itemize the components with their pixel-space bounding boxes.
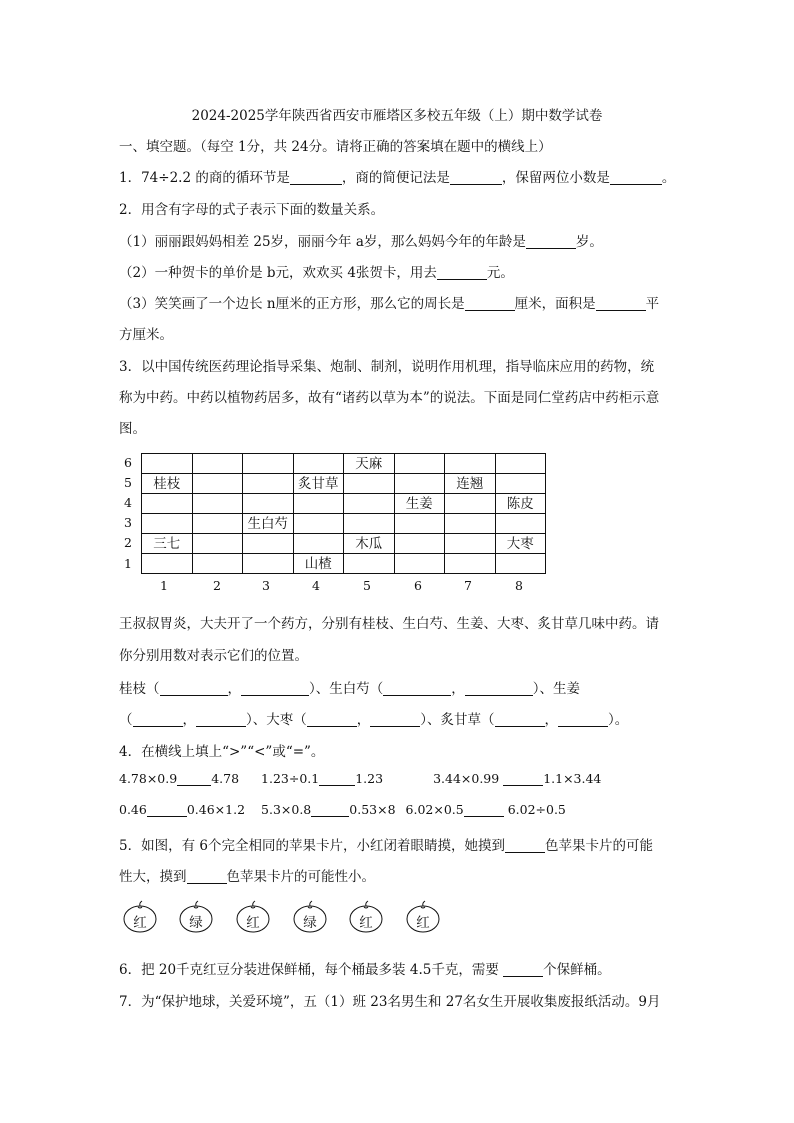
answer-blank[interactable] xyxy=(319,771,355,786)
apple-color-label: 绿 xyxy=(189,915,203,931)
answer-blank[interactable] xyxy=(196,712,246,727)
x-axis-label: 2 xyxy=(213,578,221,593)
answer-blank[interactable] xyxy=(187,869,227,884)
cabinet-cell xyxy=(243,554,294,574)
cabinet-cell: 大枣 xyxy=(495,534,546,554)
answer-blank[interactable] xyxy=(383,681,451,696)
cabinet-cell xyxy=(192,514,243,534)
answer-blank[interactable] xyxy=(311,802,349,817)
question-3-line-2: 称为中药。中药以植物药居多，故有“诸药以草为本”的说法。下面是同仁堂药店中药柜示意 xyxy=(119,390,660,406)
cabinet-row xyxy=(142,454,546,474)
cabinet-cell xyxy=(243,474,294,494)
answer-blank[interactable] xyxy=(241,681,309,696)
question-2-part-2: （2）一种贺卡的单价是 b元，欢欢买 4张贺卡，用去 元。 xyxy=(119,265,514,281)
answer-blank[interactable] xyxy=(596,296,646,311)
cabinet-cell xyxy=(192,454,243,474)
cabinet-cell xyxy=(344,554,395,574)
question-5-line-2: 性大，摸到 色苹果卡片的可能性小。 xyxy=(119,869,375,885)
cabinet-cell xyxy=(142,554,193,574)
answer-blank[interactable] xyxy=(526,234,576,249)
question-4-row-1: 4.78×0.9 4.78 1.23÷0.1 1.23 3.44×0.99 1.1×3.44 xyxy=(119,771,602,786)
apple-color-label: 绿 xyxy=(303,915,317,931)
cabinet-cell xyxy=(192,494,243,514)
x-axis-label: 5 xyxy=(363,578,371,593)
answer-blank[interactable] xyxy=(437,265,487,280)
answer-blank[interactable] xyxy=(495,712,545,727)
cabinet-cell xyxy=(192,534,243,554)
cabinet-cell xyxy=(495,454,546,474)
apple-card xyxy=(178,900,214,932)
answer-blank[interactable] xyxy=(558,712,608,727)
cabinet-row xyxy=(142,514,546,534)
question-5-line-1: 5．如图，有 6个完全相同的苹果卡片，小红闭着眼睛摸，她摸到 色苹果卡片的可能 xyxy=(119,838,653,854)
answer-blank[interactable] xyxy=(147,802,187,817)
question-2-stem: 2．用含有字母的式子表示下面的数量关系。 xyxy=(119,202,385,218)
cabinet-cell: 生姜 xyxy=(394,494,445,514)
cabinet-cell xyxy=(394,534,445,554)
cabinet-table xyxy=(141,453,546,574)
x-axis-label: 4 xyxy=(312,578,320,593)
answer-blank[interactable] xyxy=(290,170,342,185)
cabinet-row xyxy=(142,554,546,574)
answer-blank[interactable] xyxy=(177,771,211,786)
x-axis-label: 8 xyxy=(515,578,523,593)
cabinet-row xyxy=(142,534,546,554)
y-axis-label: 5 xyxy=(124,475,132,490)
cabinet-cell xyxy=(445,514,496,534)
apple-color-label: 红 xyxy=(359,915,373,931)
question-1: 1．74÷2.2 的商的循环节是 ，商的简便记法是 ，保留两位小数是 。 xyxy=(119,170,676,186)
answer-blank[interactable] xyxy=(503,771,543,786)
cabinet-cell: 山楂 xyxy=(293,554,344,574)
cabinet-cell xyxy=(344,474,395,494)
question-3-line-3: 图。 xyxy=(119,421,146,437)
question-3-line-5: 你分别用数对表示它们的位置。 xyxy=(119,648,308,664)
answer-blank[interactable] xyxy=(505,838,545,853)
question-4-row-2: 0.46 0.46×1.2 5.3×0.8 0.53×8 6.02×0.5 6.02÷0.5 xyxy=(119,802,566,817)
answer-blank[interactable] xyxy=(464,802,504,817)
apple-card xyxy=(122,900,158,932)
apple-card xyxy=(405,900,441,932)
cabinet-cell xyxy=(445,454,496,474)
cabinet-row xyxy=(142,474,546,494)
y-axis-label: 6 xyxy=(124,455,132,470)
cabinet-cell xyxy=(445,534,496,554)
cabinet-cell: 天麻 xyxy=(344,454,395,474)
answer-blank[interactable] xyxy=(307,712,357,727)
apple-card xyxy=(292,900,328,932)
cabinet-cell xyxy=(495,514,546,534)
cabinet-cell xyxy=(243,454,294,474)
question-6: 6．把 20千克红豆分装进保鲜桶，每个桶最多装 4.5千克，需要 个保鲜桶。 xyxy=(119,962,611,978)
answer-blank[interactable] xyxy=(370,712,420,727)
question-3-line-1: 3．以中国传统医药理论指导采集、炮制、制剂，说明作用机理，指导临床应用的药物，统 xyxy=(119,359,655,375)
apple-color-label: 红 xyxy=(416,915,430,931)
cabinet-cell: 陈皮 xyxy=(495,494,546,514)
cabinet-cell: 炙甘草 xyxy=(293,474,344,494)
cabinet-cell xyxy=(142,494,193,514)
cabinet-cell: 三七 xyxy=(142,534,193,554)
apple-color-label: 红 xyxy=(133,915,147,931)
cabinet-cell xyxy=(192,554,243,574)
cabinet-cell: 木瓜 xyxy=(344,534,395,554)
answer-blank[interactable] xyxy=(465,681,533,696)
y-axis-label: 2 xyxy=(124,535,132,550)
cabinet-cell xyxy=(192,474,243,494)
question-3-answers-1: 桂枝（ ， ）、生白芍（ ， ）、生姜 xyxy=(119,681,580,697)
answer-blank[interactable] xyxy=(610,170,662,185)
cabinet-cell: 连翘 xyxy=(445,474,496,494)
answer-blank[interactable] xyxy=(503,962,543,977)
cabinet-cell xyxy=(445,554,496,574)
cabinet-cell xyxy=(293,454,344,474)
answer-blank[interactable] xyxy=(160,681,228,696)
section-heading: 一、填空题。（每空 1分，共 24分。请将正确的答案填在题中的横线上） xyxy=(119,139,552,155)
cabinet-cell: 桂枝 xyxy=(142,474,193,494)
cabinet-cell xyxy=(344,514,395,534)
apple-card xyxy=(348,900,384,932)
question-3-answers-2: （ ， ）、大枣（ ， ）、炙甘草（ ， ）。 xyxy=(119,712,629,728)
apple-color-label: 红 xyxy=(246,915,260,931)
cabinet-cell xyxy=(243,534,294,554)
cabinet-cell xyxy=(293,494,344,514)
question-7: 7．为“保护地球，关爱环境”，五（1）班 23名男生和 27名女生开展收集废报纸活动。9月 xyxy=(119,994,661,1010)
answer-blank[interactable] xyxy=(133,712,183,727)
x-axis-label: 3 xyxy=(262,578,270,593)
cabinet-cell xyxy=(293,534,344,554)
cabinet-cell xyxy=(495,474,546,494)
answer-blank[interactable] xyxy=(465,296,515,311)
question-2-part-3-cont: 方厘米。 xyxy=(119,327,173,343)
question-2-part-3: （3）笑笑画了一个边长 n厘米的正方形，那么它的周长是 厘米，面积是 平 xyxy=(119,296,660,312)
cabinet-cell xyxy=(394,454,445,474)
cabinet-cell xyxy=(344,494,395,514)
x-axis-label: 6 xyxy=(414,578,422,593)
cabinet-cell xyxy=(495,554,546,574)
question-3-line-4: 王叔叔胃炎，大夫开了一个药方，分别有桂枝、生白芍、生姜、大枣、炙甘草几味中药。请 xyxy=(119,616,659,632)
x-axis-label: 7 xyxy=(464,578,472,593)
cabinet-cell xyxy=(394,554,445,574)
apple-card xyxy=(235,900,271,932)
cabinet-cell xyxy=(142,514,193,534)
page-title: 2024-2025学年陕西省西安市雁塔区多校五年级（上）期中数学试卷 xyxy=(191,108,603,124)
question-2-part-1: （1）丽丽跟妈妈相差 25岁，丽丽今年 a岁，那么妈妈今年的年龄是 岁。 xyxy=(119,234,603,250)
answer-blank[interactable] xyxy=(450,170,502,185)
cabinet-cell xyxy=(394,514,445,534)
cabinet-cell xyxy=(445,494,496,514)
y-axis-label: 1 xyxy=(124,556,132,571)
cabinet-cell xyxy=(243,494,294,514)
cabinet-cell xyxy=(394,474,445,494)
cabinet-cell: 生白芍 xyxy=(243,514,294,534)
question-4-stem: 4．在横线上填上“>”“<”或“=”。 xyxy=(119,744,325,760)
y-axis-label: 3 xyxy=(124,515,132,530)
x-axis-label: 1 xyxy=(160,578,168,593)
y-axis-label: 4 xyxy=(124,495,132,510)
cabinet-row xyxy=(142,494,546,514)
cabinet-cell xyxy=(293,514,344,534)
cabinet-cell xyxy=(142,454,193,474)
